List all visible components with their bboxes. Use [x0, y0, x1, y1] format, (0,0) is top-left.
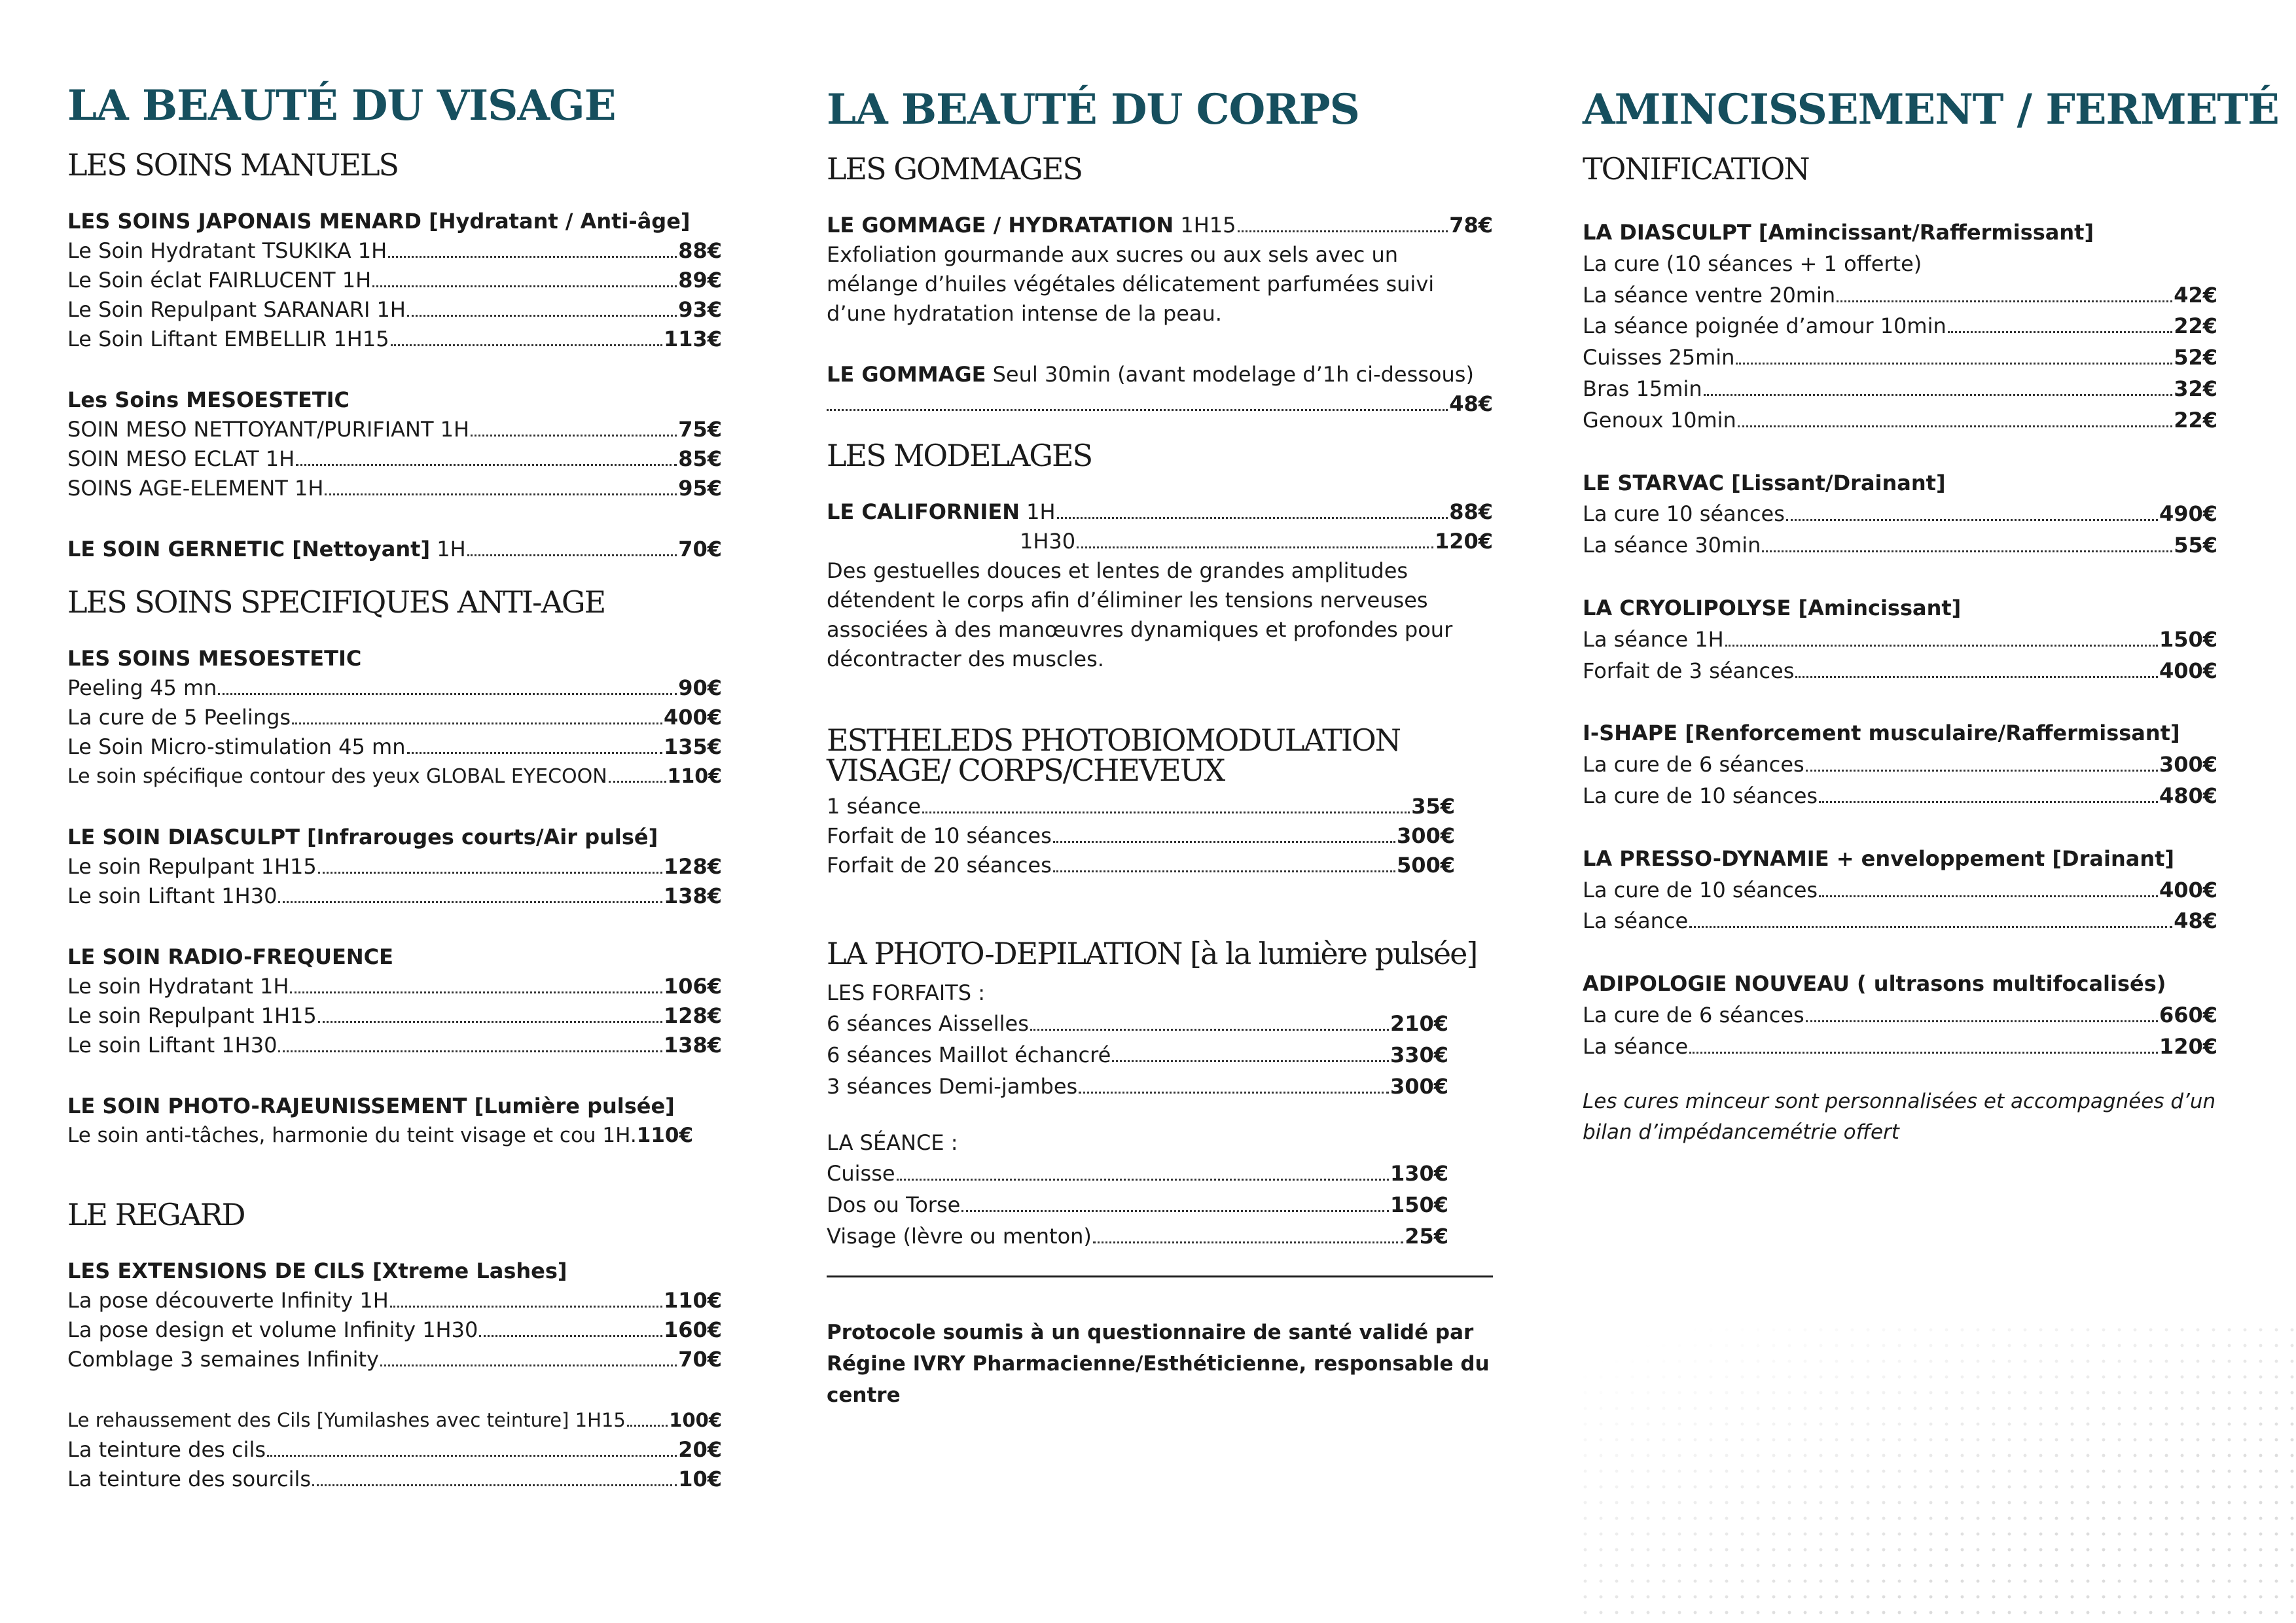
section-title-amincissement: AMINCISSEMENT / FERMETÉ	[1583, 85, 2279, 134]
block-heading: LE SOIN PHOTO-RAJEUNISSEMENT [Lumière pulsée]	[67, 1094, 675, 1118]
price-row: La séance ventre 20min 42€	[1583, 282, 2217, 308]
price-row: La séance poignée d’amour 10min 22€	[1583, 313, 2217, 339]
block-extensions-cils	[67, 1257, 722, 1374]
protocole-note: Protocole soumis à un questionnaire de santé validé par Régine IVRY Pharmacienne/Esthéticienne, responsable du centre	[827, 1321, 1490, 1407]
price-row: Bras 15min 32€	[1583, 376, 2217, 401]
price-row: Forfait de 10 séances 300€	[827, 823, 1455, 848]
block-heading: LE SOIN RADIO-FREQUENCE	[67, 944, 393, 969]
price-row: LE CALIFORNIEN 1H 88€	[827, 499, 1493, 524]
price-row: Dos ou Torse 150€	[827, 1192, 1448, 1217]
price-row: La séance 120€	[1583, 1033, 2217, 1059]
price-row: La séance 30min 55€	[1583, 533, 2217, 558]
dot-pattern-decoration	[1577, 1322, 2296, 1623]
block-presso-dynamie	[1583, 844, 2217, 937]
price-row: La cure de 6 séances 660€	[1583, 1002, 2217, 1027]
price-row: Le Soin éclat FAIRLUCENT 1H 89€	[67, 268, 722, 293]
divider-line	[827, 1275, 1493, 1277]
price-row: Le soin Liftant 1H30 138€	[67, 1033, 722, 1058]
price-row: Peeling 45 mn 90€	[67, 675, 722, 700]
price-row: 48€	[827, 389, 1493, 419]
column-amincissement	[1583, 81, 2279, 1149]
block-heading: LE STARVAC [Lissant/Drainant]	[1583, 470, 1946, 495]
price-row: Le soin spécifique contour des yeux GLOBAL EYECOON 110€	[67, 765, 722, 788]
price-row: Visage (lèvre ou menton) 25€	[827, 1224, 1448, 1249]
forfaits-label: LES FORFAITS :	[827, 980, 985, 1005]
block-heading: ADIPOLOGIE NOUVEAU ( ultrasons multifocalisés)	[1583, 971, 2166, 997]
subtitle-regard: LE REGARD	[67, 1197, 245, 1232]
block-heading: I-SHAPE [Renforcement musculaire/Raffermissant]	[1583, 721, 2180, 746]
block-menard	[67, 207, 722, 354]
price-row: La séance 1H 150€	[1583, 626, 2217, 652]
description-text: Des gestuelles douces et lentes de grandes amplitudes détendent le corps afin d’éliminer les tensions nerveuses associées à des manœuvres dynamiques et profondes pour décontracter des muscles.	[827, 558, 1453, 671]
price-row: Cuisse 130€	[827, 1161, 1448, 1186]
price-row: Le soin Hydratant 1H 106€	[67, 974, 722, 999]
seance-label: LA SÉANCE :	[827, 1130, 958, 1155]
block-diasculpt-minceur	[1583, 217, 2217, 437]
subtitle-tonification: TONIFICATION	[1583, 151, 1809, 187]
block-heading: LES SOINS MESOESTETIC	[67, 646, 362, 671]
block-heading: LA DIASCULPT [Amincissant/Raffermissant]	[1583, 220, 2094, 245]
subtitle-soins-manuels: LES SOINS MANUELS	[67, 147, 399, 183]
price-row: La séance 48€	[1583, 908, 2217, 934]
section-title-visage: LA BEAUTÉ DU VISAGE	[67, 81, 616, 130]
block-heading: LES EXTENSIONS DE CILS [Xtreme Lashes]	[67, 1258, 567, 1283]
block-diasculpt	[67, 823, 722, 911]
price-row: Le Soin Hydratant TSUKIKA 1H 88€	[67, 238, 722, 263]
block-estheleds	[827, 792, 1455, 880]
price-row: Le rehaussement des Cils [Yumilashes avec teinture] 1H15 100€	[67, 1409, 722, 1431]
description-text: Exfoliation gourmande aux sucres ou aux sels avec un mélange d’huiles végétales délicatement parfumées suivi d’une hydratation intense de la peau.	[827, 242, 1435, 326]
block-gernetic	[67, 535, 722, 564]
block-californien	[827, 497, 1493, 674]
price-row: Le soin Repulpant 1H15 128€	[67, 1003, 722, 1028]
price-row: La pose découverte Infinity 1H 110€	[67, 1288, 722, 1313]
subtitle-anti-age: LES SOINS SPECIFIQUES ANTI-AGE	[67, 584, 605, 620]
column-corps	[827, 81, 1493, 1411]
price-row: 1H30 120€	[1020, 529, 1493, 554]
block-heading: LE SOIN DIASCULPT [Infrarouges courts/Air pulsé]	[67, 825, 658, 849]
subtitle-gommages: LES GOMMAGES	[827, 151, 1082, 187]
price-row: Genoux 10min 22€	[1583, 407, 2217, 433]
price-row: Le Soin Liftant EMBELLIR 1H15 113€	[67, 327, 722, 351]
price-row: La cure de 5 Peelings 400€	[67, 705, 722, 730]
price-row: La teinture des sourcils 10€	[67, 1467, 722, 1491]
price-row: Le soin Liftant 1H30 138€	[67, 883, 722, 908]
block-heading: LA PRESSO-DYNAMIE + enveloppement [Drainant]	[1583, 846, 2175, 871]
block-heading: Les Soins MESOESTETIC	[67, 387, 350, 412]
section-title-corps: LA BEAUTÉ DU CORPS	[827, 85, 1359, 134]
block-mesoestetic-anti-age	[67, 644, 722, 791]
block-gommage-seul: LE GOMMAGE Seul 30min (avant modelage d’1h ci-dessous) 48€	[827, 360, 1493, 419]
price-row: Comblage 3 semaines Infinity 70€	[67, 1347, 722, 1372]
block-adipologie	[1583, 969, 2217, 1062]
block-photo-depilation	[827, 978, 1448, 1252]
price-row: SOIN MESO ECLAT 1H 85€	[67, 446, 722, 471]
minceur-note: Les cures minceur sont personnalisées et accompagnées d’un bilan d’impédancemétrie offert	[1583, 1089, 2216, 1145]
price-row: Le soin anti-tâches, harmonie du teint visage et cou 1H. 110€	[67, 1124, 694, 1147]
block-mesoestetic	[67, 385, 722, 503]
price-row: Le Soin Repulpant SARANARI 1H 93€	[67, 297, 722, 322]
block-i-shape	[1583, 718, 2217, 812]
price-row: 6 séances Maillot échancré 330€	[827, 1043, 1448, 1067]
price-row: Forfait de 3 séances 400€	[1583, 658, 2217, 683]
price-row: Le soin Repulpant 1H15 128€	[67, 854, 722, 879]
subtitle-photo-depilation: LA PHOTO-DEPILATION [à la lumière pulsée]	[827, 936, 1477, 971]
price-row: 1 séance 35€	[827, 794, 1455, 819]
price-row: La cure de 10 séances 480€	[1583, 783, 2217, 808]
block-photo-rajeunissement	[67, 1092, 722, 1150]
subtitle-modelages: LES MODELAGES	[827, 438, 1092, 473]
price-row: LE GOMMAGE / HYDRATATION 1H15 78€	[827, 213, 1493, 238]
price-row: La cure de 10 séances 400€	[1583, 877, 2217, 902]
price-row: La teinture des cils 20€	[67, 1437, 722, 1462]
price-row: SOINS AGE-ELEMENT 1H 95€	[67, 476, 722, 501]
price-row: 3 séances Demi-jambes 300€	[827, 1074, 1448, 1099]
price-row: Cuisses 25min 52€	[1583, 345, 2217, 370]
column-visage	[67, 77, 722, 1525]
price-row: La pose design et volume Infinity 1H30 160€	[67, 1317, 722, 1342]
block-heading: LES SOINS JAPONAIS MENARD [Hydratant / Anti-âge]	[67, 209, 691, 234]
block-starvac	[1583, 468, 2217, 562]
price-row: SOIN MESO NETTOYANT/PURIFIANT 1H 75€	[67, 417, 722, 442]
price-row: La cure de 6 séances 300€	[1583, 752, 2217, 777]
price-row: Le Soin Micro-stimulation 45 mn 135€	[67, 734, 722, 759]
block-cryolipolyse	[1583, 593, 2217, 687]
cure-note: La cure (10 séances + 1 offerte)	[1583, 251, 1922, 276]
price-row: La cure 10 séances 490€	[1583, 501, 2217, 527]
price-row: 6 séances Aisselles 210€	[827, 1011, 1448, 1036]
block-radio-frequence	[67, 942, 722, 1060]
block-gommage-hydratation	[827, 211, 1493, 329]
block-heading: LA CRYOLIPOLYSE [Amincissant]	[1583, 595, 1962, 620]
price-row: LE SOIN GERNETIC [Nettoyant] 1H 70€	[67, 537, 722, 562]
subtitle-estheleds: ESTHELEDS PHOTOBIOMODULATION VISAGE/ CORPS/CHEVEUX	[827, 722, 1400, 788]
block-rehaussement	[67, 1406, 722, 1494]
price-row: Forfait de 20 séances 500€	[827, 853, 1455, 878]
